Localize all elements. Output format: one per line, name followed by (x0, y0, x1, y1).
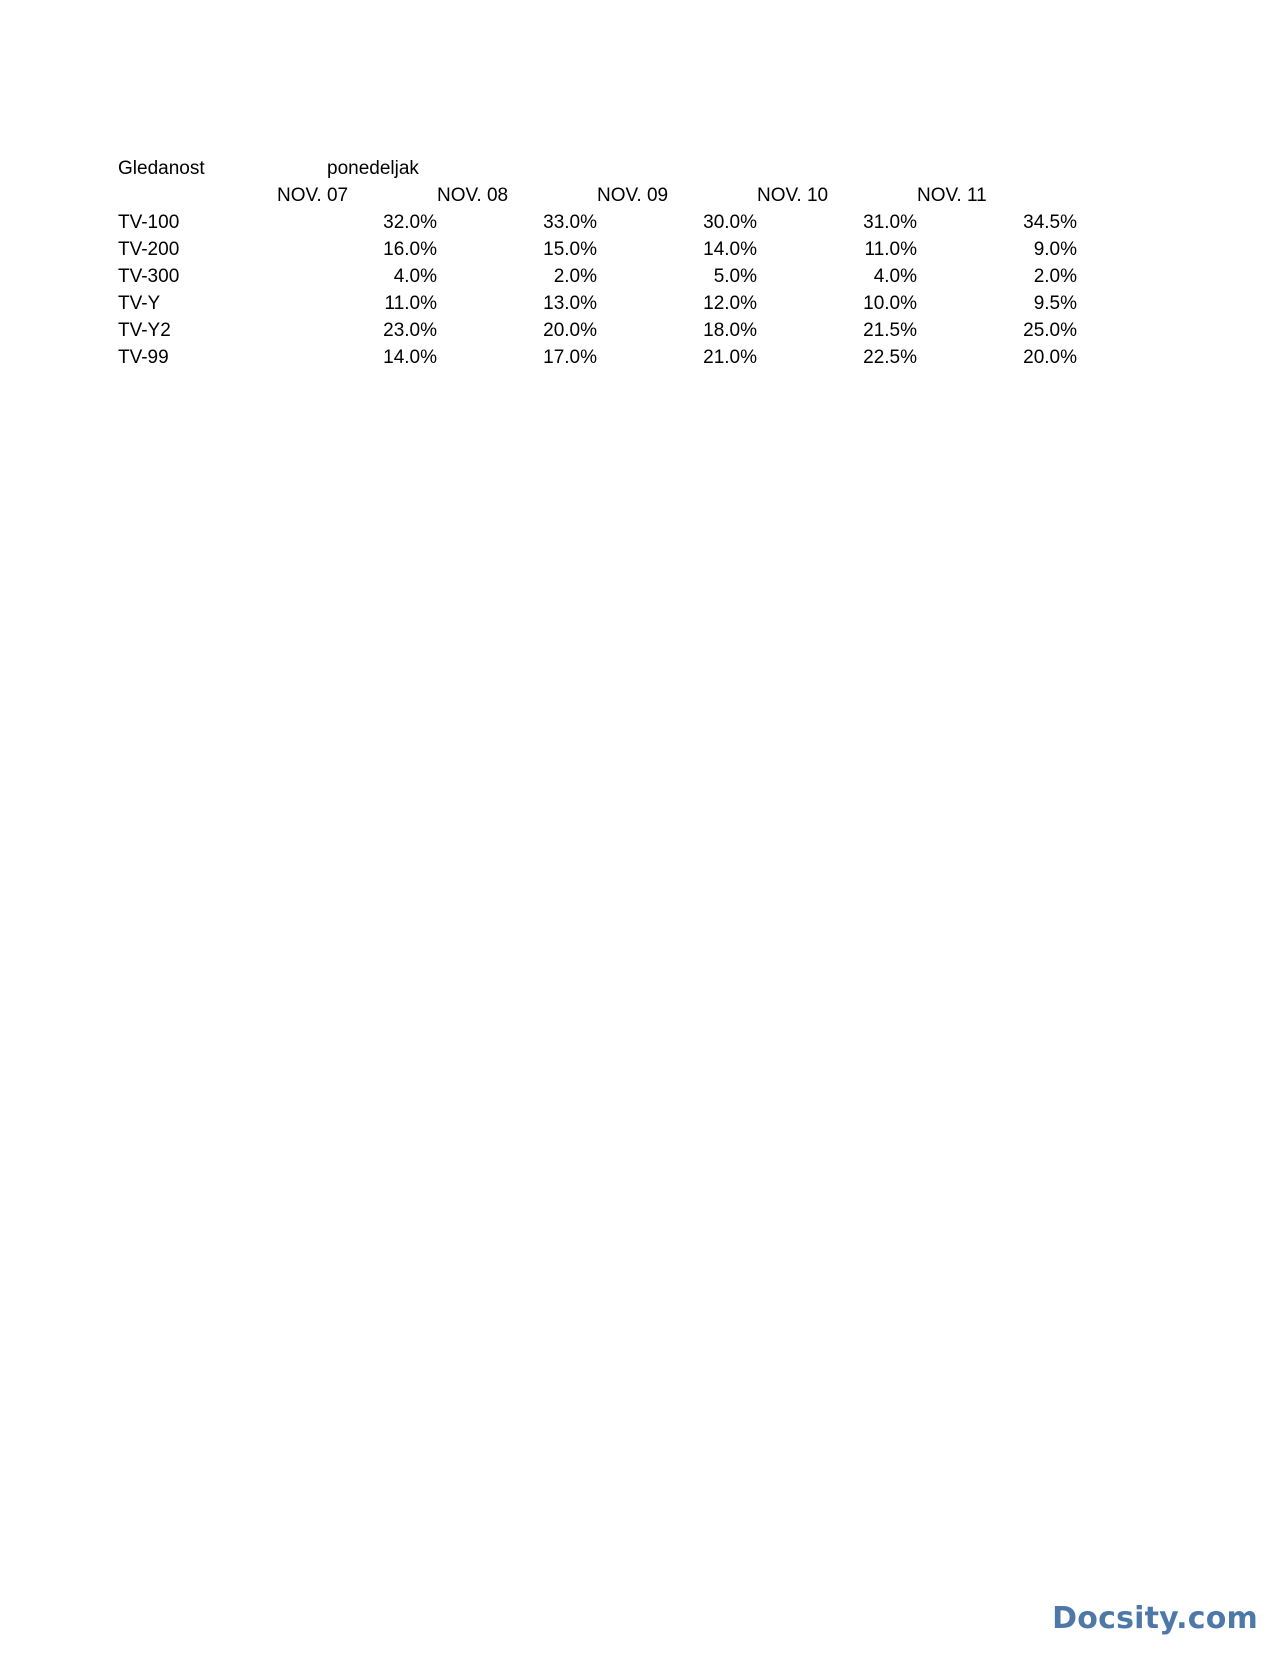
row-label: TV-200 (118, 239, 180, 260)
column-header: NOV. 07 (277, 185, 349, 206)
table-cell: 25.0% (1023, 320, 1077, 341)
table-cell: 2.0% (553, 266, 597, 287)
table-row (118, 317, 1077, 344)
table-cell: 14.0% (383, 347, 437, 368)
table-cell: 11.0% (864, 239, 917, 260)
table-cell: 18.0% (703, 320, 757, 341)
table-cell: 14.0% (703, 239, 757, 260)
header-spacer (118, 182, 277, 209)
table-cell: 4.0% (393, 266, 437, 287)
table-cell: 2.0% (1033, 266, 1077, 287)
table-subtitle: ponedeljak (327, 158, 419, 179)
table-cell: 20.0% (1023, 347, 1077, 368)
table-cell: 9.5% (1033, 293, 1077, 314)
docsity-watermark: Docsity.com (1052, 1601, 1258, 1636)
column-header: NOV. 08 (437, 185, 509, 206)
row-label: TV-300 (118, 266, 180, 287)
table-row (118, 209, 1077, 236)
table-cell: 23.0% (383, 320, 437, 341)
row-label: TV-Y2 (118, 320, 171, 341)
table-cell: 12.0% (703, 293, 757, 314)
column-header: NOV. 11 (917, 185, 987, 206)
table-cell: 17.0% (543, 347, 597, 368)
table-title: Gledanost (118, 158, 205, 179)
table-cell: 32.0% (383, 212, 437, 233)
table-cell: 21.0% (703, 347, 757, 368)
table-cell: 20.0% (543, 320, 597, 341)
table-row (118, 290, 1077, 317)
table-cell: 21.5% (863, 320, 917, 341)
table-cell: 31.0% (863, 212, 917, 233)
table-cell: 15.0% (543, 239, 597, 260)
table-cell: 34.5% (1023, 212, 1077, 233)
ratings-table (118, 155, 1077, 371)
table-cell: 9.0% (1033, 239, 1077, 260)
table-cell: 5.0% (713, 266, 757, 287)
row-label: TV-100 (118, 212, 180, 233)
title-row (118, 155, 1077, 182)
table-row (118, 236, 1077, 263)
table-cell: 16.0% (383, 239, 437, 260)
table-cell: 13.0% (543, 293, 597, 314)
row-label: TV-Y (118, 293, 161, 314)
table-cell: 33.0% (543, 212, 597, 233)
table-cell: 4.0% (873, 266, 917, 287)
table-cell: 30.0% (703, 212, 757, 233)
table-row (118, 263, 1077, 290)
table-cell: 22.5% (863, 347, 917, 368)
table-cell: 11.0% (384, 293, 437, 314)
row-label: TV-99 (118, 347, 169, 368)
column-header: NOV. 10 (757, 185, 829, 206)
header-row (118, 182, 1077, 209)
column-header: NOV. 09 (597, 185, 669, 206)
table-row (118, 344, 1077, 371)
table-cell: 10.0% (863, 293, 917, 314)
